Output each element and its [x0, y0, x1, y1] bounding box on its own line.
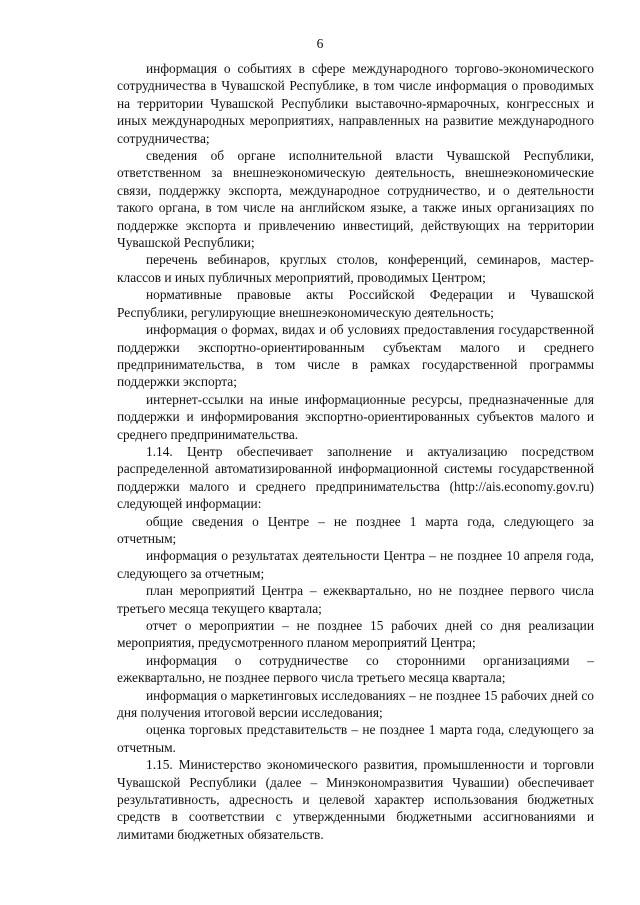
paragraph-marketing-research: информация о маркетинговых исследованиях – не позднее 15 рабочих дней со дня получения итоговой версии исследования; [117, 687, 594, 721]
paragraph-webinars-list: перечень вебинаров, круглых столов, конференций, семинаров, мастер-классов и иных публичных мероприятий, проводимых Центром; [117, 252, 594, 285]
paragraph-event-report: отчет о мероприятии – не позднее 15 рабочих дней со дня реализации мероприятия, предусмотренного планом мероприятий Центра; [117, 618, 594, 651]
document-body [117, 60, 594, 843]
paragraph-events-plan: план мероприятий Центра – ежеквартально, но не позднее первого числа третьего месяца текущего квартала; [117, 583, 594, 616]
paragraph-internet-links: интернет-ссылки на иные информационные ресурсы, предназначенные для поддержки и информирования экспортно-ориентированных субъектов малого и среднего предпринимательства. [117, 391, 594, 442]
paragraph-section-1-14: 1.14. Центр обеспечивает заполнение и актуализацию посредством распределенной автоматизированной информационной системы государственной поддержки малого и среднего предпринимательства (http://ais.economy.gov.ru) следующей информации: [117, 443, 594, 512]
paragraph-results-info: информация о результатах деятельности Центра – не позднее 10 апреля года, следующего за отчетным; [117, 548, 594, 581]
paragraph-events-info: информация о событиях в сфере международного торгово-экономического сотрудничества в Чувашской Республике, в том числе информация о проводимых на территории Чувашской Республики выставочно-ярмарочных, конгрессных и иных международных мероприятиях, направленных на развитие международного сотрудничества; [117, 61, 594, 146]
paragraph-section-1-15: 1.15. Министерство экономического развития, промышленности и торговли Чувашской Республики (далее – Минэкономразвития Чувашии) обеспечивает результативность, адресность и целевой характер использования бюджетных средств в соответствии с утвержденными бюджетными ассигнованиями и лимитами бюджетных обязательств. [117, 757, 594, 842]
page-number: 6 [316, 36, 324, 51]
paragraph-support-forms: информация о формах, видах и об условиях предоставления государственной поддержки экспортно-ориентированным субъектам малого и среднего предпринимательства, в том числе в рамках государственной программы поддержки экспорта; [117, 322, 594, 390]
paragraph-legal-acts: нормативные правовые акты Российской Федерации и Чувашской Республики, регулирующие внешнеэкономическую деятельность; [117, 287, 594, 320]
paragraph-general-info: общие сведения о Центре – не позднее 1 марта года, следующего за отчетным; [117, 513, 594, 546]
paragraph-authority-info: сведения об органе исполнительной власти Чувашской Республики, ответственном за внешнеэкономическую деятельность, внешнеэкономические связи, поддержку экспорта, международное сотрудничество, и о деятельности такого органа, в том числе на английском языке, а также иных организациях по поддержке экспорта и привлечению инвестиций, действующих на территории Чувашской Республики; [117, 148, 594, 251]
paragraph-cooperation-info: информация о сотрудничестве со сторонними организациями – ежеквартально, не позднее первого числа третьего месяца квартала; [117, 652, 594, 686]
paragraph-trade-missions: оценка торговых представительств – не позднее 1 марта года, следующего за отчетным. [117, 722, 594, 755]
